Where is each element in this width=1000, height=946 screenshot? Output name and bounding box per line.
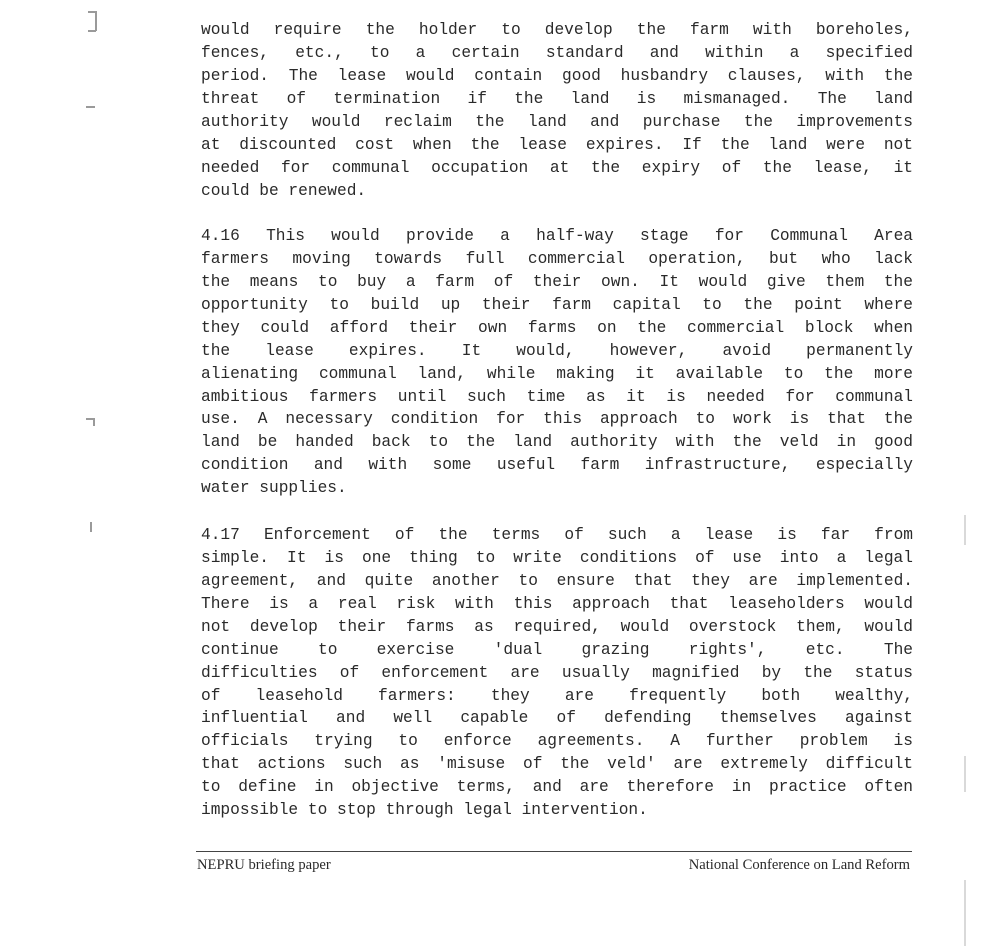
text-line: impossible to stop through legal intervention. (201, 801, 648, 820)
scan-mark (95, 11, 97, 31)
text-line: difficulties of enforcement are usually magnified by the status (201, 663, 913, 682)
text-line: of leasehold farmers: they are frequently both wealthy, (201, 686, 913, 705)
text-line: to define in objective terms, and are therefore in practice often (201, 778, 913, 797)
paragraph-4-17 (201, 524, 913, 822)
text-line: land be handed back to the land authority with the veld in good (201, 433, 913, 452)
text-line: threat of termination if the land is mismanaged. The land (201, 89, 913, 108)
text-line: 4.17 Enforcement of the terms of such a lease is far from (201, 526, 913, 545)
text-line: could be renewed. (201, 181, 367, 200)
paragraph-continuation (201, 19, 913, 202)
text-line: condition and with some useful farm infrastructure, especially (201, 456, 913, 475)
text-line: opportunity to build up their farm capital to the point where (201, 295, 913, 314)
footer-rule (196, 851, 912, 852)
text-line: fences, etc., to a certain standard and within a specified (201, 44, 913, 63)
text-line: the means to buy a farm of their own. It would give them the (201, 273, 913, 291)
footer-left-text: NEPRU briefing paper (197, 857, 331, 873)
text-line: simple. It is one thing to write conditions of use into a legal (201, 549, 913, 568)
text-line: use. A necessary condition for this approach to work is that the (201, 410, 913, 429)
scan-mark (86, 106, 95, 108)
text-line: farmers moving towards full commercial operation, but who lack (201, 250, 913, 269)
text-line: needed for communal occupation at the expiry of the lease, it (201, 158, 913, 177)
text-line: period. The lease would contain good husbandry clauses, with the (201, 67, 913, 85)
text-line: ambitious farmers until such time as it is needed for communal (201, 387, 913, 406)
text-line: would require the holder to develop the farm with boreholes, (201, 21, 913, 40)
text-line: authority would reclaim the land and purchase the improvements (201, 112, 913, 131)
text-line: at discounted cost when the lease expires. If the land were not (201, 135, 913, 154)
text-line: not develop their farms as required, would overstock them, would (201, 617, 913, 636)
text-line: that actions such as 'misuse of the veld' are extremely difficult (201, 755, 913, 774)
text-line: the lease expires. It would, however, avoid permanently (201, 341, 913, 360)
scan-mark (93, 418, 95, 426)
text-line: agreement, and quite another to ensure that they are implemented. (201, 572, 913, 590)
text-line: alienating communal land, while making it available to the more (201, 364, 913, 383)
text-line: continue to exercise 'dual grazing rights', etc. The (201, 640, 913, 659)
scan-edge-line (964, 756, 966, 792)
scan-mark (88, 30, 96, 32)
scan-edge-line (964, 880, 966, 946)
scan-edge-line (964, 515, 966, 545)
text-line: water supplies. (201, 479, 347, 498)
paragraph-4-16 (201, 225, 913, 500)
scan-mark (90, 522, 92, 532)
text-line: officials trying to enforce agreements. A further problem is (201, 732, 913, 751)
footer-right-text: National Conference on Land Reform (688, 857, 910, 873)
text-line: they could afford their own farms on the commercial block when (201, 318, 913, 337)
text-line: There is a real risk with this approach that leaseholders would (201, 594, 913, 613)
text-line: 4.16 This would provide a half-way stage for Communal Area (201, 227, 913, 246)
text-line: influential and well capable of defending themselves against (201, 709, 913, 728)
